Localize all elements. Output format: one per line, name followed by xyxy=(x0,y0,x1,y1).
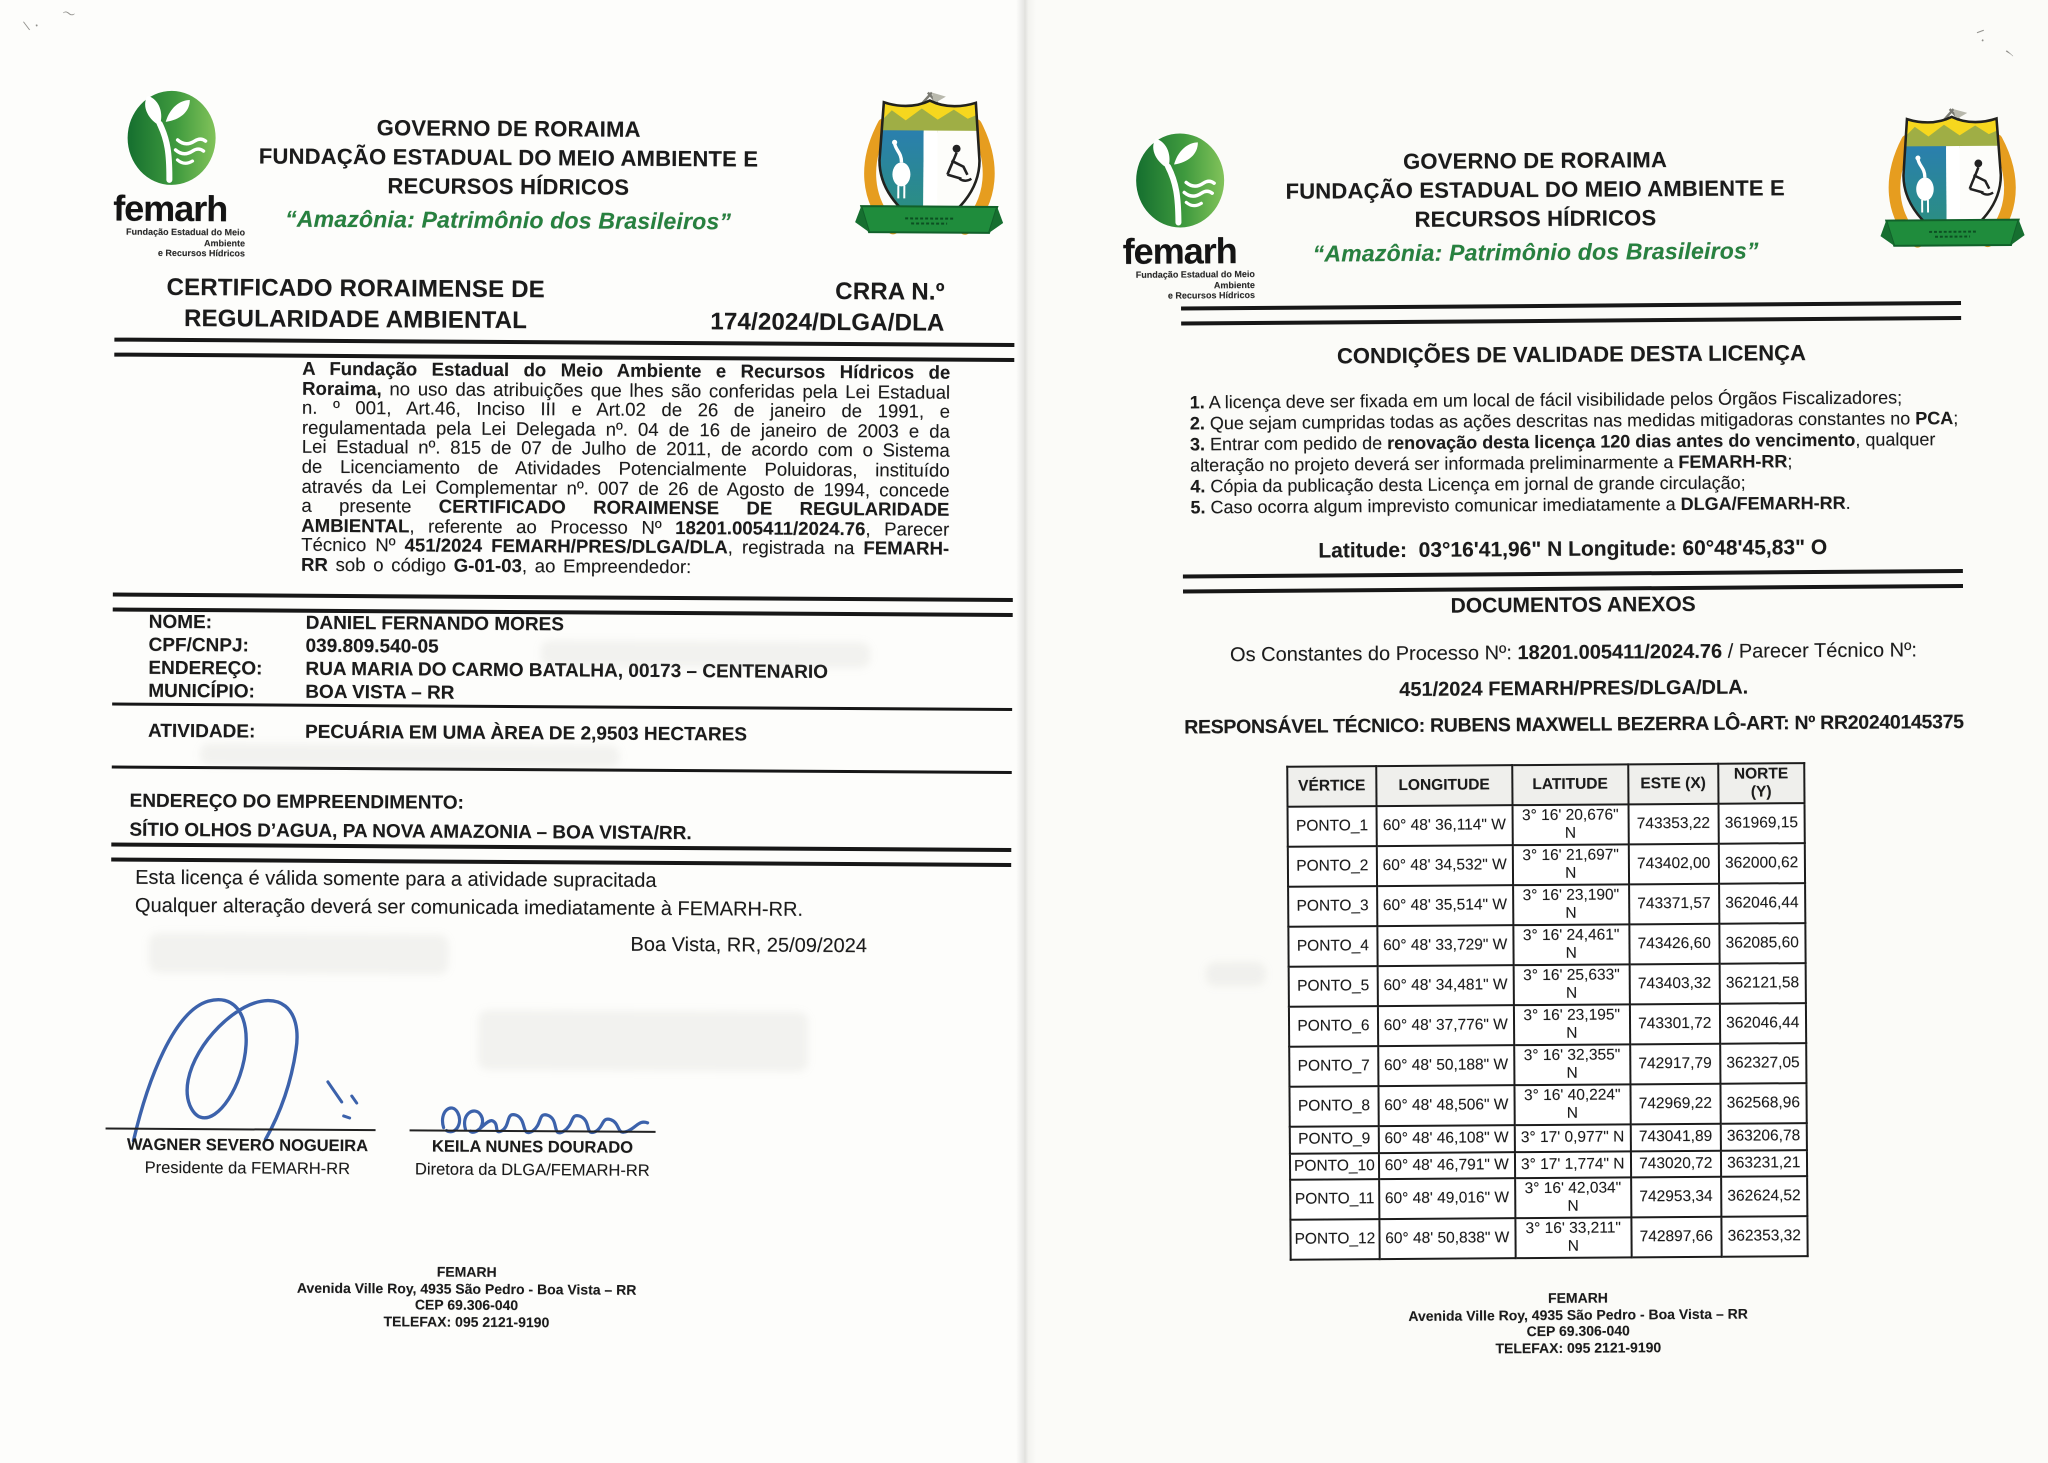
scan-artifact: 〜 xyxy=(60,5,77,23)
letterhead xyxy=(1265,144,1806,268)
cell-vertex: PONTO_5 xyxy=(1289,966,1378,1007)
cell-north-y: 362046,44 xyxy=(1719,883,1805,924)
enterprise-address-value: SÍTIO OLHOS D’AGUA, PA NOVA AMAZONIA – BOA VISTA/RR. xyxy=(129,819,692,845)
annexed-documents-title: DOCUMENTOS ANEXOS xyxy=(1450,592,1696,618)
technical-responsible-line: RESPONSÁVEL TÉCNICO: RUBENS MAXWELL BEZERRA LÔ-ART: Nº RR20240145375 xyxy=(1184,711,1964,739)
cell-longitude: 60° 48' 48,506" W xyxy=(1378,1085,1514,1126)
condition-item-3 xyxy=(1190,429,1978,477)
cell-vertex: PONTO_4 xyxy=(1288,926,1377,967)
condition-text-bold: PCA xyxy=(1915,408,1954,429)
scan-artifact: ﹨. xyxy=(16,13,41,36)
cell-north-y: 363231,21 xyxy=(1721,1150,1807,1177)
condition-text: Que sejam cumpridas todas as ações descritas nas medidas mitigadoras constantes no xyxy=(1204,408,1916,434)
condition-text: A licença deve ser fixada em um local de fácil visibilidade pelos Órgãos Fiscalizadores; xyxy=(1204,387,1903,413)
crra-label: CRRA N.º xyxy=(835,277,945,306)
intro-seg: 451/2024 FEMARH/PRES/DLGA/DLA xyxy=(404,534,728,558)
certificate-title xyxy=(120,272,590,337)
cell-east-x: 743353,22 xyxy=(1628,804,1718,845)
table-row xyxy=(1288,923,1805,967)
cell-north-y: 362327,05 xyxy=(1720,1043,1806,1084)
scan-artifact xyxy=(478,1010,808,1072)
table-header-cell: NORTE (Y) xyxy=(1718,763,1804,804)
table-row xyxy=(1290,1150,1807,1180)
divider-rule xyxy=(1183,569,1963,593)
field-value: 039.809.540-05 xyxy=(305,635,439,658)
femarh-logo xyxy=(1104,130,1255,302)
condition-text-bold: DLGA/FEMARH-RR xyxy=(1680,492,1846,514)
intro-seg: sob o código xyxy=(327,553,454,576)
intro-seg: , referente ao Processo Nº xyxy=(409,515,676,538)
cell-north-y: 362046,44 xyxy=(1720,1003,1806,1044)
cell-vertex: PONTO_3 xyxy=(1288,886,1377,927)
cell-north-y: 362121,58 xyxy=(1719,963,1805,1004)
cell-latitude: 3° 16' 25,633" N xyxy=(1513,964,1629,1005)
signature-president-ink xyxy=(115,983,396,1145)
scan-artifact: ⸍. xyxy=(1971,25,1990,46)
crra-number-block xyxy=(642,275,944,339)
condition-number: 1. xyxy=(1189,392,1205,413)
cell-latitude: 3° 16' 40,224" N xyxy=(1514,1084,1630,1125)
cell-north-y: 363206,78 xyxy=(1720,1123,1806,1150)
scan-artifact xyxy=(540,640,870,668)
cell-east-x: 743301,72 xyxy=(1630,1004,1720,1045)
scan-artifact xyxy=(1206,962,1266,986)
field-value: DANIEL FERNANDO MORES xyxy=(305,612,564,636)
cell-latitude: 3° 16' 42,034" N xyxy=(1515,1177,1631,1218)
table-row xyxy=(1290,1216,1807,1260)
cell-north-y: 362085,60 xyxy=(1719,923,1805,964)
cell-longitude: 60° 48' 34,481" W xyxy=(1377,965,1513,1006)
cell-longitude: 60° 48' 46,108" W xyxy=(1378,1125,1514,1152)
condition-number: 3. xyxy=(1189,434,1206,455)
cell-latitude: 3° 16' 21,697" N xyxy=(1512,844,1628,885)
table-header-row xyxy=(1287,763,1804,807)
condition-text-bold: renovação desta licença 120 dias antes do vencimento xyxy=(1387,429,1856,454)
cell-east-x: 743426,60 xyxy=(1629,924,1719,965)
footer-telefax: TELEFAX: 095 2121-9190 xyxy=(1495,1338,1662,1356)
cell-longitude: 60° 48' 49,016" W xyxy=(1379,1178,1515,1219)
scan-artifact xyxy=(149,933,449,975)
table-header-cell: LONGITUDE xyxy=(1376,765,1512,806)
roraima-coat-of-arms-icon xyxy=(853,82,1006,260)
intro-seg: 18201.005411/2024.76 xyxy=(675,516,866,539)
cell-longitude: 60° 48' 34,532" W xyxy=(1376,845,1512,886)
cell-longitude: 60° 48' 46,791" W xyxy=(1379,1152,1515,1179)
condition-item-5 xyxy=(1190,492,1978,519)
validity-line1: Esta licença é válida somente para a atividade supracitada xyxy=(135,866,657,892)
activity-value: PECUÁRIA EM UMA ÀREA DE 2,9503 HECTARES xyxy=(304,721,748,746)
cell-vertex: PONTO_2 xyxy=(1288,846,1377,887)
cell-vertex: PONTO_8 xyxy=(1289,1086,1378,1127)
table-row xyxy=(1290,1176,1807,1220)
cell-east-x: 742897,66 xyxy=(1631,1217,1721,1258)
intro-seg: , Parecer Técnico Nº xyxy=(301,517,950,556)
cell-longitude: 60° 48' 33,729" W xyxy=(1377,925,1513,966)
condition-number: 4. xyxy=(1190,476,1206,497)
signature-president-name: WAGNER SEVERO NOGUEIRA xyxy=(126,1135,369,1156)
divider-rule xyxy=(1181,301,1961,325)
table-row xyxy=(1289,1043,1806,1087)
cell-latitude: 3° 16' 24,461" N xyxy=(1513,924,1629,965)
logo-wordmark: femarh xyxy=(1122,230,1237,272)
cell-vertex: PONTO_7 xyxy=(1289,1046,1378,1087)
intro-seg: CERTIFICADO RORAIMENSE DE REGULARIDADE AMBIENTAL xyxy=(301,495,950,537)
letterhead-line2: FUNDAÇÃO ESTADUAL DO MEIO AMBIENTE E xyxy=(258,143,759,172)
cell-latitude: 3° 16' 33,211" N xyxy=(1515,1217,1631,1258)
cell-vertex: PONTO_12 xyxy=(1290,1219,1379,1260)
condition-text: Entrar com pedido de xyxy=(1204,433,1388,455)
intro-seg: G-01-03 xyxy=(453,554,522,576)
enterprise-address xyxy=(129,787,989,850)
cell-vertex: PONTO_9 xyxy=(1290,1126,1379,1153)
table-row xyxy=(1289,1003,1806,1047)
condition-number: 5. xyxy=(1190,497,1206,518)
table-row xyxy=(1288,843,1805,887)
scan-artifact xyxy=(200,743,620,768)
enterprise-address-label: ENDEREÇO DO EMPREENDIMENTO: xyxy=(129,790,464,814)
femarh-logo xyxy=(95,87,246,258)
table-row xyxy=(1288,803,1805,847)
certificate-intro-paragraph xyxy=(301,359,950,578)
validity-line2: Qualquer alteração deverá ser comunicada imediatamente à FEMARH-RR. xyxy=(134,894,804,921)
condition-text: , qualquer alteração no projeto deverá ser informada preliminarmente a xyxy=(1190,429,1936,476)
field-label: ENDEREÇO: xyxy=(148,657,263,680)
footer-cep: CEP 69.306-040 xyxy=(1526,1322,1630,1340)
field-label: NOME: xyxy=(148,611,213,634)
cell-latitude: 3° 16' 20,676" N xyxy=(1512,804,1628,845)
cell-latitude: 3° 16' 32,355" N xyxy=(1514,1044,1630,1085)
table-header-cell: VÉRTICE xyxy=(1287,766,1376,807)
field-label: MUNICÍPIO: xyxy=(148,680,255,703)
page-seam xyxy=(1016,0,1036,1463)
footer-address: Avenida Ville Roy, 4935 São Pedro - Boa Vista – RR xyxy=(296,1279,637,1298)
cell-north-y: 361969,15 xyxy=(1718,803,1804,844)
intro-seg: no uso das atribuições que lhes são conferidas pela Lei Estadual n. º 001, Art.46, Inciso III e Art.02 de 26 de janeiro de 1991, e regulamentada pela Lei Delegada nº. 04 de 16 de janeiro de 2003 e da Lei Estadual nº. 815 de 07 de Julho de 2011, de acordo com o Sistema de Licenciamento de Atividades Potencialmente Poluidoras, instituído através da Lei Complementar nº. 007 de 26 de Agosto de 1994, concede a presente xyxy=(301,377,951,517)
letterhead-line1: GOVERNO DE RORAIMA xyxy=(376,115,641,142)
validity-note xyxy=(135,864,995,925)
cell-latitude: 3° 17' 0,977" N xyxy=(1514,1124,1630,1151)
cell-vertex: PONTO_10 xyxy=(1290,1153,1379,1180)
intro-seg: A Fundação Estadual do Meio Ambiente e Recursos Hídricos de Roraima, xyxy=(302,357,951,399)
footer-cep: CEP 69.306-040 xyxy=(414,1296,519,1314)
signature-director-name: KEILA NUNES DOURADO xyxy=(431,1137,634,1157)
field-value: BOA VISTA – RR xyxy=(305,681,455,704)
crra-number: 174/2024/DLGA/DLA xyxy=(710,308,945,337)
letterhead-motto: “Amazônia: Patrimônio dos Brasileiros” xyxy=(285,205,732,235)
cell-east-x: 743041,89 xyxy=(1630,1124,1720,1151)
footer-org: FEMARH xyxy=(1547,1289,1608,1306)
cell-east-x: 743020,72 xyxy=(1631,1150,1721,1177)
cell-east-x: 743403,32 xyxy=(1629,964,1719,1005)
letterhead-line1: GOVERNO DE RORAIMA xyxy=(1402,147,1668,174)
docs-text: / Parecer Técnico Nº: xyxy=(1722,639,1917,663)
cell-latitude: 3° 16' 23,190" N xyxy=(1513,884,1629,925)
cell-vertex: PONTO_6 xyxy=(1289,1006,1378,1047)
docs-text: Os Constantes do Processo Nº: xyxy=(1229,642,1518,667)
annexed-documents-line2: 451/2024 FEMARH/PRES/DLGA/DLA. xyxy=(1399,676,1749,701)
signature-president-role: Presidente da FEMARH-RR xyxy=(144,1158,351,1179)
cell-north-y: 362353,32 xyxy=(1721,1216,1807,1257)
conditions-list xyxy=(1190,387,1979,518)
field-value: RUA MARIA DO CARMO BATALHA, 00173 – CENTENARIO xyxy=(305,658,828,683)
footer-org: FEMARH xyxy=(436,1263,497,1280)
cell-vertex: PONTO_1 xyxy=(1288,806,1377,847)
condition-text: ; xyxy=(1787,451,1793,472)
intro-seg: , ao Empreendedor: xyxy=(521,554,692,578)
signature-director-ink xyxy=(435,1086,655,1145)
cell-east-x: 743371,57 xyxy=(1629,884,1719,925)
footer-block xyxy=(1308,1288,1848,1358)
cell-north-y: 362000,62 xyxy=(1718,843,1804,884)
page-conditions xyxy=(1024,0,2048,1463)
conditions-title: CONDIÇÕES DE VALIDADE DESTA LICENÇA xyxy=(1336,340,1806,369)
letterhead-motto: “Amazônia: Patrimônio dos Brasileiros” xyxy=(1312,237,1759,267)
letterhead-line3: RECURSOS HÍDRICOS xyxy=(387,173,630,200)
table-row xyxy=(1289,963,1806,1007)
condition-text: ; xyxy=(1953,408,1959,429)
logo-wordmark: femarh xyxy=(113,187,228,230)
letterhead-line3: RECURSOS HÍDRICOS xyxy=(1414,205,1657,232)
annexed-documents-line1 xyxy=(1153,639,1993,668)
footer-block xyxy=(196,1262,736,1331)
condition-text: . xyxy=(1845,492,1851,513)
table-row xyxy=(1290,1123,1807,1153)
vertex-coordinates-table xyxy=(1286,762,1808,1261)
cell-latitude: 3° 17' 1,774" N xyxy=(1515,1151,1631,1178)
cell-longitude: 60° 48' 35,514" W xyxy=(1377,885,1513,926)
condition-text: Caso ocorra algum imprevisto comunicar imediatamente a xyxy=(1205,493,1681,518)
cell-vertex: PONTO_11 xyxy=(1290,1179,1379,1220)
table-row xyxy=(1288,883,1805,927)
logo-subtitle-2: e Recursos Hídricos xyxy=(1167,289,1255,301)
letterhead xyxy=(238,112,779,235)
intro-seg: FEMARH-RR xyxy=(300,537,950,575)
activity-label: ATIVIDADE: xyxy=(147,720,256,743)
footer-address: Avenida Ville Roy, 4935 São Pedro - Boa Vista – RR xyxy=(1408,1305,1748,1324)
cell-longitude: 60° 48' 37,776" W xyxy=(1378,1005,1514,1046)
cell-east-x: 742969,22 xyxy=(1630,1084,1720,1125)
condition-number: 2. xyxy=(1189,413,1205,434)
date-line: Boa Vista, RR, 25/09/2024 xyxy=(630,933,867,958)
femarh-logo-icon xyxy=(1104,130,1255,233)
table-header-cell: LATITUDE xyxy=(1512,764,1628,805)
condition-text: Cópia da publicação desta Licença em jornal de grande circulação; xyxy=(1205,472,1746,497)
scan-artifact: ৲ xyxy=(2003,41,2014,57)
cell-east-x: 742953,34 xyxy=(1631,1177,1721,1218)
certificate-title-line2: REGULARIDADE AMBIENTAL xyxy=(183,304,528,335)
field-label: CPF/CNPJ: xyxy=(148,634,249,657)
cell-longitude: 60° 48' 50,188" W xyxy=(1378,1045,1514,1086)
table-row xyxy=(1289,1083,1806,1127)
cell-longitude: 60° 48' 50,838" W xyxy=(1379,1218,1515,1259)
cell-latitude: 3° 16' 23,195" N xyxy=(1514,1004,1630,1045)
table-header-cell: ESTE (X) xyxy=(1628,764,1718,805)
certificate-title-line1: CERTIFICADO RORAIMENSE DE xyxy=(166,273,545,304)
letterhead-line2: FUNDAÇÃO ESTADUAL DO MEIO AMBIENTE E xyxy=(1285,175,1785,204)
footer-telefax: TELEFAX: 095 2121-9190 xyxy=(383,1312,550,1330)
cell-east-x: 742917,79 xyxy=(1630,1044,1720,1085)
condition-text-bold: FEMARH-RR xyxy=(1678,451,1788,472)
logo-subtitle-1: Fundação Estadual do Meio Ambiente xyxy=(1135,268,1255,290)
cell-east-x: 743402,00 xyxy=(1628,844,1718,885)
cell-longitude: 60° 48' 36,114" W xyxy=(1376,805,1512,846)
femarh-logo-icon xyxy=(95,87,246,190)
cell-north-y: 362568,96 xyxy=(1720,1083,1806,1124)
logo-subtitle-2: e Recursos Hídricos xyxy=(157,247,245,259)
roraima-coat-of-arms-icon xyxy=(1878,99,2027,273)
intro-seg: , registrada na xyxy=(727,536,864,559)
coordinates-line: Latitude: 03°16'41,96" N Longitude: 60°48'45,83" O xyxy=(1318,535,1828,563)
docs-process-number: 18201.005411/2024.76 xyxy=(1517,640,1723,665)
cell-north-y: 362624,52 xyxy=(1721,1176,1807,1217)
logo-subtitle-1: Fundação Estadual do Meio Ambiente xyxy=(126,226,246,248)
signature-director-role: Diretora da DLGA/FEMARH-RR xyxy=(414,1160,650,1180)
